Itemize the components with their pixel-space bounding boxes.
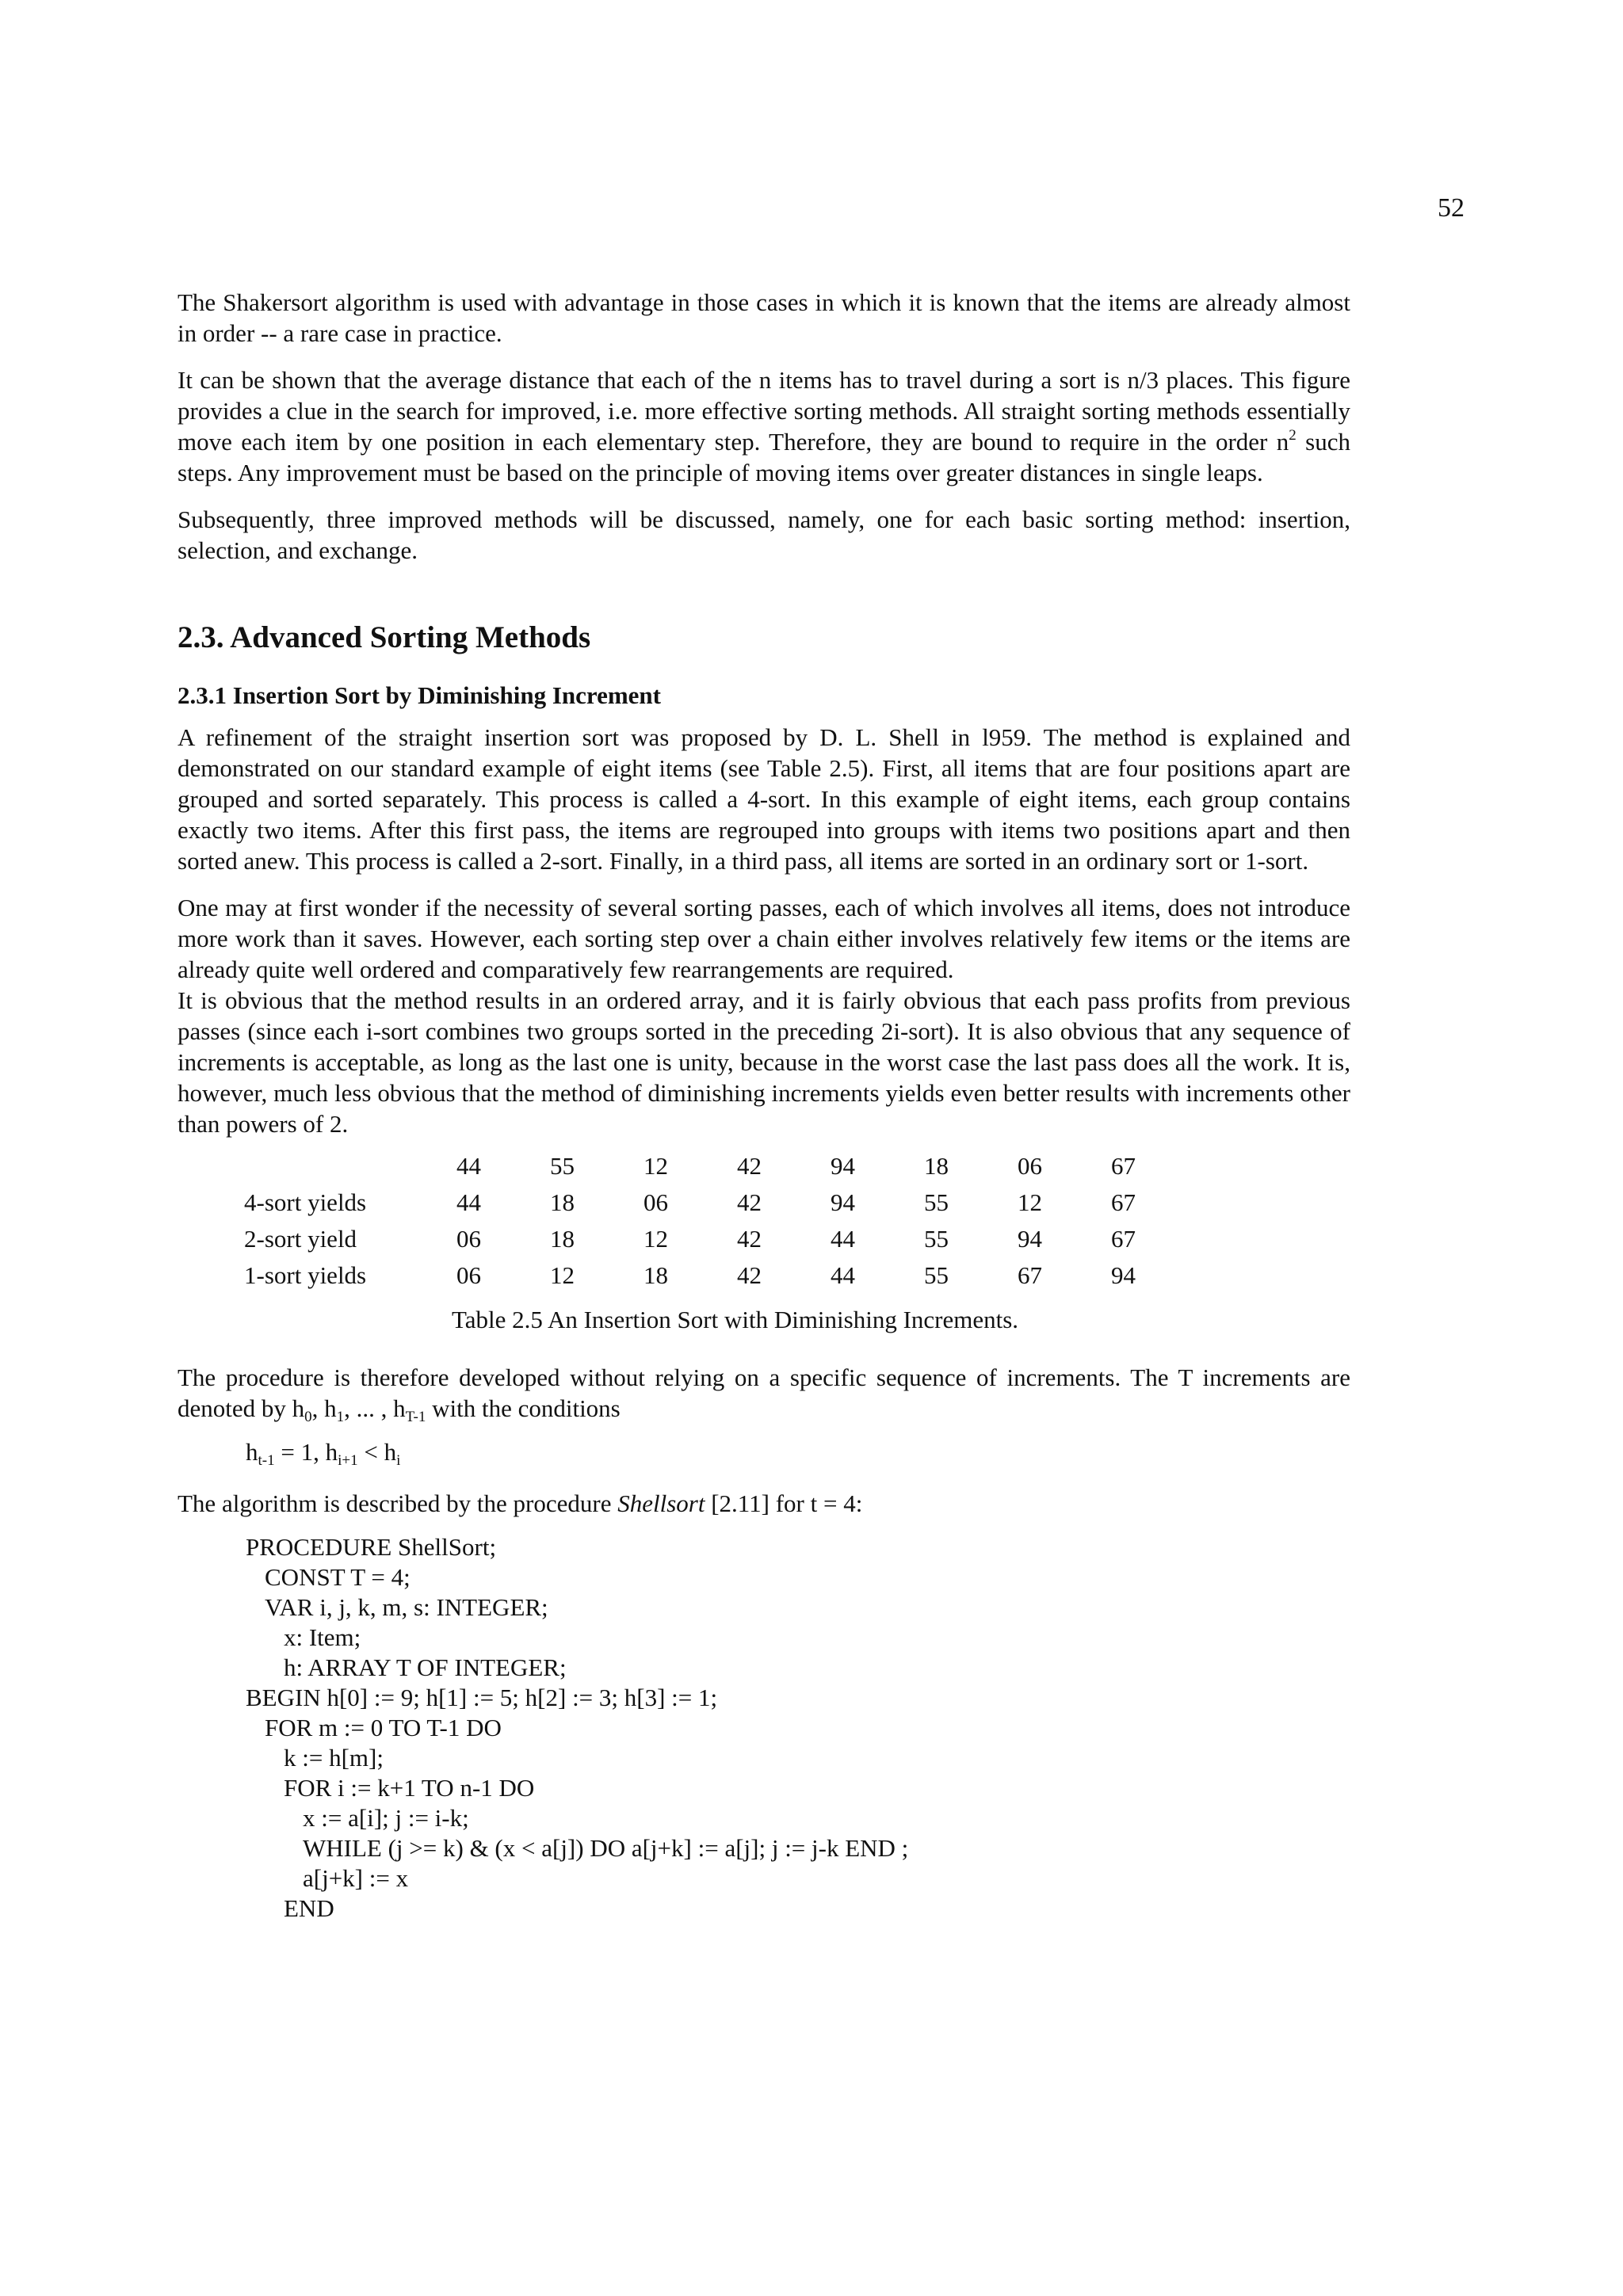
table-row: [244, 1220, 1205, 1257]
paragraph: Subsequently, three improved methods will be discussed, namely, one for each basic sorting method: insertion, selection, and exchange.: [178, 505, 1350, 564]
subsection-heading: 2.3.1 Insertion Sort by Diminishing Increment: [178, 681, 661, 709]
table-row: [244, 1147, 1205, 1184]
paragraph: One may at first wonder if the necessity of several sorting passes, each of which involves all items, does not introduce more work than it saves. However, each sorting step over a chain either involves relatively few items or the items are already quite well ordered and comparatively few rearrangements are required.: [178, 894, 1350, 983]
table-cell: 42: [737, 1151, 762, 1180]
code-line: a[j+k] := x: [303, 1864, 409, 1892]
table-cell: 94: [1018, 1224, 1042, 1253]
code-block: [246, 1531, 1350, 1923]
table-cell: 67: [1111, 1188, 1136, 1216]
superscript: 2: [1289, 427, 1296, 444]
table-cell: 55: [924, 1224, 949, 1253]
table-cell: 18: [550, 1224, 575, 1253]
row-label: [244, 1147, 456, 1184]
procedure-name: Shellsort: [617, 1489, 705, 1517]
table-cell: 42: [737, 1224, 762, 1253]
page-number: 52: [1438, 193, 1465, 223]
code-line: h: ARRAY T OF INTEGER;: [284, 1653, 567, 1681]
table-cell: 12: [643, 1224, 668, 1253]
table-cell: 42: [737, 1188, 762, 1216]
sort-table: [244, 1147, 1205, 1293]
table-cell: 44: [456, 1151, 481, 1180]
table-cell: 12: [1018, 1188, 1042, 1216]
sort-table-body: [244, 1147, 1205, 1293]
table-cell: 06: [1018, 1151, 1042, 1180]
code-line: CONST T = 4;: [265, 1563, 411, 1591]
table-cell: 44: [831, 1261, 855, 1289]
code-line: VAR i, j, k, m, s: INTEGER;: [265, 1593, 548, 1621]
paragraph: It can be shown that the average distance that each of the n items has to travel during a sort is n/3 places. This figure provides a clue in the search for improved, i.e. more effective sorting methods. All straight sorting methods essentially move each item by one position in each elementary step. Therefore, they are bound to require in the order $n^2$ such steps. Any improvement must be based on the principle of moving items over greater distances in single leaps.: [178, 366, 1350, 486]
row-label: 4-sort yields: [244, 1188, 367, 1216]
table-cell: 06: [643, 1188, 668, 1216]
paragraph: It is obvious that the method results in an ordered array, and it is fairly obvious that each pass profits from previous passes (since each i-sort combines two groups sorted in the preceding 2i-sort). It is also obvious that any sequence of increments is acceptable, as long as the last one is unity, because in the worst case the last pass does all the work. It is, however, much less obvious that the method of diminishing increments yields even better results with increments other than powers of 2.: [178, 986, 1350, 1138]
paragraph: The procedure is therefore developed without relying on a specific sequence of increments. The T increments are denoted by $h_0$, $h_1$, ... , $h_{T-1}$ with the conditions: [178, 1363, 1350, 1425]
code-line: x: Item;: [284, 1623, 361, 1651]
table-cell: 67: [1018, 1261, 1042, 1289]
table-cell: 94: [1111, 1261, 1136, 1289]
code-line: BEGIN h[0] := 9; h[1] := 5; h[2] := 3; h[3] := 1;: [246, 1684, 718, 1711]
table-caption: Table 2.5 An Insertion Sort with Diminishing Increments.: [452, 1306, 1019, 1333]
table-cell: 18: [550, 1188, 575, 1216]
section-heading: 2.3. Advanced Sorting Methods: [178, 620, 591, 654]
paragraph: The Shakersort algorithm is used with advantage in those cases in which it is known that the items are already almost in order -- a rare case in practice.: [178, 288, 1350, 347]
table-row: [244, 1184, 1205, 1220]
page-content: [178, 287, 1350, 1923]
increment-formula: $h_{t-1} = 1$, $h_{i+1} < h_i$: [246, 1438, 401, 1469]
table-cell: 06: [456, 1224, 481, 1253]
table-cell: 44: [831, 1224, 855, 1253]
code-line: PROCEDURE ShellSort;: [246, 1533, 497, 1561]
paragraph: The algorithm is described by the procedure Shellsort [2.11] for t = 4:: [178, 1489, 863, 1517]
table-cell: 55: [550, 1151, 575, 1180]
code-line: WHILE (j >= k) & (x < a[j]) DO a[j+k] := a[j]; j := j-k END ;: [303, 1834, 909, 1862]
table-cell: 44: [456, 1188, 481, 1216]
table-row: [244, 1257, 1205, 1293]
table-cell: 12: [550, 1261, 575, 1289]
table-cell: 18: [924, 1151, 949, 1180]
table-cell: 12: [643, 1151, 668, 1180]
code-line: FOR i := k+1 TO n-1 DO: [284, 1774, 535, 1802]
table-cell: 67: [1111, 1151, 1136, 1180]
table-cell: 55: [924, 1188, 949, 1216]
table-cell: 94: [831, 1151, 855, 1180]
code-line: x := a[i]; j := i-k;: [303, 1804, 469, 1832]
table-cell: 94: [831, 1188, 855, 1216]
table-cell: 55: [924, 1261, 949, 1289]
paragraph: A refinement of the straight insertion sort was proposed by D. L. Shell in l959. The method is explained and demonstrated on our standard example of eight items (see Table 2.5). First, all items that are four positions apart are grouped and sorted separately. This process is called a 4-sort. In this example of eight items, each group contains exactly two items. After this first pass, the items are regrouped into groups with items two positions apart and then sorted anew. This process is called a 2-sort. Finally, in a third pass, all items are sorted in an ordinary sort or 1-sort.: [178, 723, 1350, 875]
table-cell: 18: [643, 1261, 668, 1289]
code-line: END: [284, 1894, 334, 1922]
row-label: 2-sort yield: [244, 1224, 357, 1253]
table-cell: 42: [737, 1261, 762, 1289]
code-line: FOR m := 0 TO T-1 DO: [265, 1714, 502, 1741]
code-line: k := h[m];: [284, 1744, 384, 1772]
table-cell: 06: [456, 1261, 481, 1289]
row-label: 1-sort yields: [244, 1261, 367, 1289]
table-cell: 67: [1111, 1224, 1136, 1253]
